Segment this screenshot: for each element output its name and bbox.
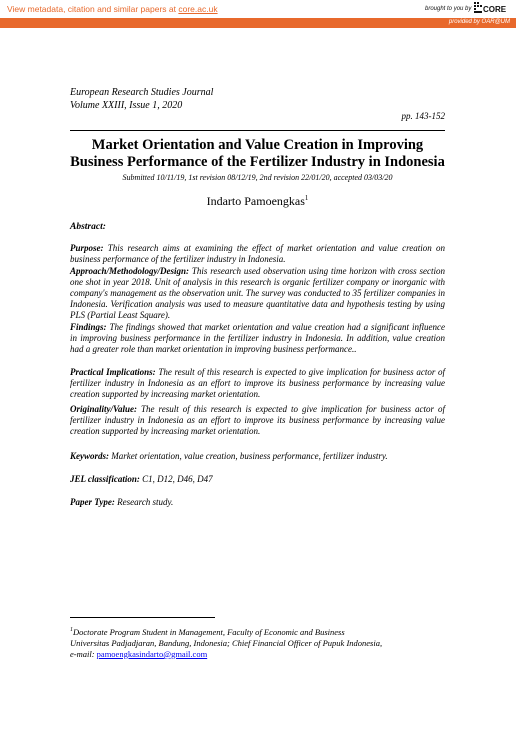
abstract-practical-implications xyxy=(70,367,445,400)
approach-text: This research used observation using time horizon with cross section one shot in year 2018. Unit of analysis in this research is organic fertilizer company or inorganic with company's management as the observation unit. The survey was conducted to 35 fertilizer companies in Indonesia. Verification analysis was used to measure quantitative data and hypothesis testing by using PLS (Partial Least Square). xyxy=(70,266,446,320)
footnote-affiliation-2: Universitas Padjadjaran, Bandung, Indonesia; Chief Financial Officer of Pupuk Indonesia, xyxy=(70,637,383,648)
practical-text: The result of this research is expected to give implication for business actor of fertilizer industry in Indonesia as an effort to improve its business performance by increasing value creation supported by increasing market orientation. xyxy=(70,367,445,399)
footnote-line-1 xyxy=(70,625,445,638)
abstract-purpose xyxy=(70,243,445,265)
submission-dates: Submitted 10/11/19, 1st revision 08/12/19, 2nd revision 22/01/20, accepted 03/03/20 xyxy=(122,173,393,182)
keywords-text: Market orientation, value creation, business performance, fertilizer industry. xyxy=(111,451,388,461)
footnote-email-line xyxy=(70,649,445,660)
view-metadata-link[interactable] xyxy=(7,4,218,14)
title-line-2: Business Performance of the Fertilizer Industry in Indonesia xyxy=(70,154,445,170)
purpose-text: This research aims at examining the effect of market orientation and value creation on business performance of the fertilizer industry in Indonesia. xyxy=(70,243,446,264)
originality-text: The result of this research is expected to give implication for business actor of fertilizer industry in Indonesia as an effort to improve its business performance by increasing value creation supported by increasing market orientation. xyxy=(70,404,446,436)
purpose-label: Purpose: xyxy=(70,243,104,253)
footnote xyxy=(70,625,445,660)
findings-text: The findings showed that market orientation and value creation had a significant influence in improving business performance in the fertilizer industry in Indonesia. In addition, value creation had a greater role than market orientation in improving business performance.. xyxy=(70,322,445,354)
author xyxy=(70,194,445,209)
banner-top-bar xyxy=(0,0,516,18)
core-logo-icon xyxy=(474,2,482,14)
findings-label: Findings: xyxy=(70,322,107,332)
author-email-link[interactable]: pamoengkasindarto@gmail.com xyxy=(96,648,208,659)
view-metadata-text: View metadata, citation and similar papers at xyxy=(7,4,176,14)
footnote-rule xyxy=(70,617,215,618)
journal-volume: Volume XXIII, Issue 1, 2020 xyxy=(70,100,183,111)
provided-by-text[interactable]: provided by OAR@UM xyxy=(448,19,510,25)
footnote-mark: 1 xyxy=(70,627,73,633)
paper-type xyxy=(70,497,173,507)
brought-to-you-text: brought to you by xyxy=(425,6,472,12)
core-url[interactable]: core.ac.uk xyxy=(178,4,218,14)
keywords xyxy=(70,451,388,461)
core-banner xyxy=(0,0,516,28)
abstract-originality xyxy=(70,404,445,437)
approach-label: Approach/Methodology/Design: xyxy=(70,266,190,276)
jel-text: C1, D12, D46, D47 xyxy=(142,474,213,484)
originality-label: Originality/Value: xyxy=(70,404,138,414)
author-footnote-mark[interactable]: 1 xyxy=(304,194,309,202)
core-brand-name[interactable]: CORE xyxy=(483,5,507,14)
paper-type-text: Research study. xyxy=(117,497,174,507)
abstract-findings xyxy=(70,322,445,355)
paper-title xyxy=(70,137,445,171)
journal-name: European Research Studies Journal xyxy=(70,87,214,98)
abstract-heading: Abstract: xyxy=(70,222,106,232)
email-label: e-mail: xyxy=(70,648,95,659)
practical-label: Practical Implications: xyxy=(70,367,156,377)
journal-header xyxy=(70,86,213,112)
abstract-approach xyxy=(70,266,445,321)
page-range: pp. 143-152 xyxy=(401,111,445,121)
title-top-rule xyxy=(70,130,445,131)
jel-classification xyxy=(70,474,213,484)
footnote-affiliation-1: Doctorate Program Student in Management, Faculty of Economic and Business xyxy=(73,626,345,637)
jel-label: JEL classification: xyxy=(70,474,140,484)
title-line-1: Market Orientation and Value Creation in Improving xyxy=(91,137,424,153)
paper-type-label: Paper Type: xyxy=(70,497,115,507)
author-name: Indarto Pamoengkas xyxy=(206,194,305,208)
banner-orange-bar xyxy=(0,18,516,28)
keywords-label: Keywords: xyxy=(70,451,109,461)
